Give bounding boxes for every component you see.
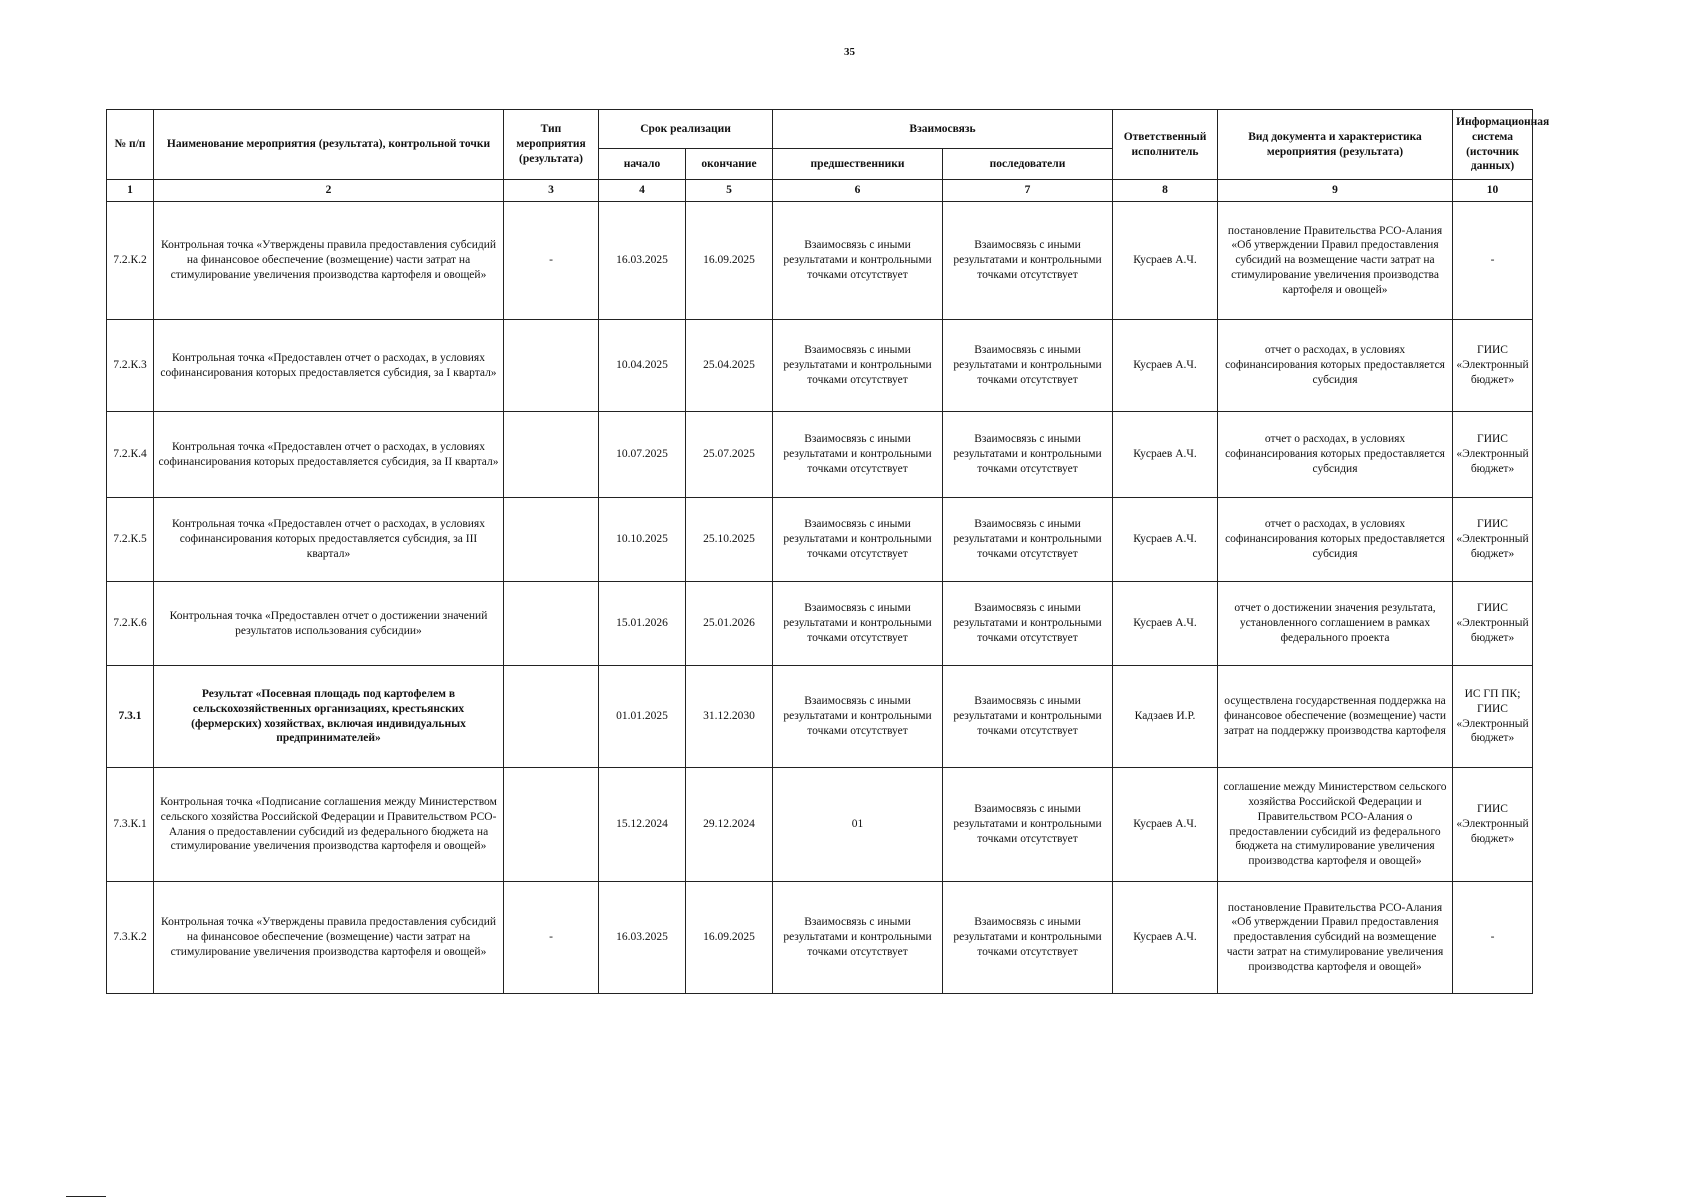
row-end-date: 25.07.2025 (686, 412, 773, 498)
row-start-date: 16.03.2025 (599, 882, 686, 994)
footnote-rule (66, 1196, 106, 1197)
row-info-system: ИС ГП ПК; ГИИС «Электронный бюджет» (1453, 666, 1533, 768)
row-responsible: Кусраев А.Ч. (1113, 882, 1218, 994)
row-code: 7.3.К.2 (107, 882, 154, 994)
column-number: 6 (773, 180, 943, 202)
row-responsible: Кусраев А.Ч. (1113, 320, 1218, 412)
row-responsible: Кусраев А.Ч. (1113, 202, 1218, 320)
table-body (107, 202, 1533, 994)
row-predecessors: Взаимосвязь с иными результатами и контрольными точками отсутствует (773, 666, 943, 768)
table-row (107, 498, 1533, 582)
row-responsible: Кусраев А.Ч. (1113, 412, 1218, 498)
row-name: Контрольная точка «Предоставлен отчет о достижении значений результатов использования субсидии» (154, 582, 504, 666)
row-start-date: 10.07.2025 (599, 412, 686, 498)
row-responsible: Кадзаев И.Р. (1113, 666, 1218, 768)
row-successors: Взаимосвязь с иными результатами и контрольными точками отсутствует (943, 882, 1113, 994)
row-code: 7.2.К.4 (107, 412, 154, 498)
row-start-date: 10.10.2025 (599, 498, 686, 582)
row-predecessors: Взаимосвязь с иными результатами и контрольными точками отсутствует (773, 320, 943, 412)
column-number: 3 (504, 180, 599, 202)
header-doc: Вид документа и характеристика мероприятия (результата) (1218, 110, 1453, 180)
column-number: 2 (154, 180, 504, 202)
row-end-date: 16.09.2025 (686, 202, 773, 320)
row-responsible: Кусраев А.Ч. (1113, 768, 1218, 882)
row-code: 7.3.К.1 (107, 768, 154, 882)
header-period: Срок реализации (599, 110, 773, 149)
row-type (504, 666, 599, 768)
row-document: отчет о расходах, в условиях софинансирования которых предоставляется субсидия (1218, 412, 1453, 498)
column-number: 9 (1218, 180, 1453, 202)
table-row (107, 412, 1533, 498)
header-info: Информационная система (источник данных) (1453, 110, 1533, 180)
table-row (107, 768, 1533, 882)
column-number: 1 (107, 180, 154, 202)
row-code: 7.3.1 (107, 666, 154, 768)
activity-plan-table (106, 109, 1550, 994)
row-code: 7.2.К.6 (107, 582, 154, 666)
row-successors: Взаимосвязь с иными результатами и контрольными точками отсутствует (943, 666, 1113, 768)
column-number: 7 (943, 180, 1113, 202)
header-successors: последователи (943, 149, 1113, 180)
row-successors: Взаимосвязь с иными результатами и контрольными точками отсутствует (943, 582, 1113, 666)
row-start-date: 15.12.2024 (599, 768, 686, 882)
row-type (504, 498, 599, 582)
row-name: Контрольная точка «Подписание соглашения между Министерством сельского хозяйства Российской Федерации и Правительством РСО-Алания о предоставлении субсидий из федерального бюджета на стимулирование увеличения производства картофеля и овощей» (154, 768, 504, 882)
row-end-date: 25.10.2025 (686, 498, 773, 582)
table-row (107, 666, 1533, 768)
row-end-date: 25.01.2026 (686, 582, 773, 666)
row-predecessors: Взаимосвязь с иными результатами и контрольными точками отсутствует (773, 882, 943, 994)
row-name: Контрольная точка «Предоставлен отчет о расходах, в условиях софинансирования которых предоставляется субсидия, за II квартал» (154, 412, 504, 498)
row-end-date: 16.09.2025 (686, 882, 773, 994)
row-successors: Взаимосвязь с иными результатами и контрольными точками отсутствует (943, 412, 1113, 498)
row-predecessors: Взаимосвязь с иными результатами и контрольными точками отсутствует (773, 498, 943, 582)
row-info-system: ГИИС «Электронный бюджет» (1453, 582, 1533, 666)
row-responsible: Кусраев А.Ч. (1113, 582, 1218, 666)
table-row (107, 202, 1533, 320)
row-info-system: ГИИС «Электронный бюджет» (1453, 320, 1533, 412)
row-type (504, 412, 599, 498)
row-type: - (504, 882, 599, 994)
header-name: Наименование мероприятия (результата), контрольной точки (154, 110, 504, 180)
row-name: Контрольная точка «Утверждены правила предоставления субсидий на финансовое обеспечение (возмещение) части затрат на стимулирование увеличения производства картофеля и овощей» (154, 202, 504, 320)
row-info-system: ГИИС «Электронный бюджет» (1453, 768, 1533, 882)
row-info-system: ГИИС «Электронный бюджет» (1453, 412, 1533, 498)
row-predecessors: Взаимосвязь с иными результатами и контрольными точками отсутствует (773, 412, 943, 498)
row-document: отчет о расходах, в условиях софинансирования которых предоставляется субсидия (1218, 498, 1453, 582)
row-successors: Взаимосвязь с иными результатами и контрольными точками отсутствует (943, 768, 1113, 882)
row-start-date: 01.01.2025 (599, 666, 686, 768)
header-relation: Взаимосвязь (773, 110, 1113, 149)
row-predecessors: 01 (773, 768, 943, 882)
row-type (504, 768, 599, 882)
row-predecessors: Взаимосвязь с иными результатами и контрольными точками отсутствует (773, 202, 943, 320)
row-document: осуществлена государственная поддержка на финансовое обеспечение (возмещение) части затрат на поддержку производства картофеля (1218, 666, 1453, 768)
header-predecessors: предшественники (773, 149, 943, 180)
row-name: Результат «Посевная площадь под картофелем в сельскохозяйственных организациях, крестьянских (фермерских) хозяйствах, включая индивидуальных предпринимателей» (154, 666, 504, 768)
row-document: соглашение между Министерством сельского хозяйства Российской Федерации и Правительством РСО-Алания о предоставлении субсидий из федерального бюджета на стимулирование увеличения производства картофеля и овощей» (1218, 768, 1453, 882)
row-info-system: - (1453, 882, 1533, 994)
page-number: 35 (844, 46, 855, 58)
row-type (504, 320, 599, 412)
header-end: окончание (686, 149, 773, 180)
header-type: Тип мероприятия (результата) (504, 110, 599, 180)
row-end-date: 31.12.2030 (686, 666, 773, 768)
row-document: отчет о достижении значения результата, установленного соглашением в рамках федерального проекта (1218, 582, 1453, 666)
row-type: - (504, 202, 599, 320)
table-row (107, 882, 1533, 994)
row-successors: Взаимосвязь с иными результатами и контрольными точками отсутствует (943, 498, 1113, 582)
row-code: 7.2.К.2 (107, 202, 154, 320)
table-row (107, 582, 1533, 666)
column-number-row (107, 180, 1533, 202)
row-successors: Взаимосвязь с иными результатами и контрольными точками отсутствует (943, 202, 1113, 320)
row-code: 7.2.К.3 (107, 320, 154, 412)
table-row (107, 320, 1533, 412)
header-num: № п/п (107, 110, 154, 180)
row-info-system: - (1453, 202, 1533, 320)
row-type (504, 582, 599, 666)
row-end-date: 29.12.2024 (686, 768, 773, 882)
row-code: 7.2.К.5 (107, 498, 154, 582)
header-responsible: Ответственный исполнитель (1113, 110, 1218, 180)
column-number: 10 (1453, 180, 1533, 202)
row-document: отчет о расходах, в условиях софинансирования которых предоставляется субсидия (1218, 320, 1453, 412)
row-responsible: Кусраев А.Ч. (1113, 498, 1218, 582)
row-successors: Взаимосвязь с иными результатами и контрольными точками отсутствует (943, 320, 1113, 412)
row-document: постановление Правительства РСО-Алания «Об утверждении Правил предоставления предоставления субсидий на возмещение части затрат на стимулирование увеличения производства картофеля и овощей» (1218, 882, 1453, 994)
row-predecessors: Взаимосвязь с иными результатами и контрольными точками отсутствует (773, 582, 943, 666)
row-name: Контрольная точка «Предоставлен отчет о расходах, в условиях софинансирования которых предоставляется субсидия, за III квартал» (154, 498, 504, 582)
row-start-date: 16.03.2025 (599, 202, 686, 320)
row-document: постановление Правительства РСО-Алания «Об утверждении Правил предоставления субсидий на возмещение части затрат на стимулирование увеличения производства картофеля и овощей» (1218, 202, 1453, 320)
row-end-date: 25.04.2025 (686, 320, 773, 412)
row-name: Контрольная точка «Предоставлен отчет о расходах, в условиях софинансирования которых предоставляется субсидия, за I квартал» (154, 320, 504, 412)
row-info-system: ГИИС «Электронный бюджет» (1453, 498, 1533, 582)
row-start-date: 15.01.2026 (599, 582, 686, 666)
column-number: 4 (599, 180, 686, 202)
row-name: Контрольная точка «Утверждены правила предоставления субсидий на финансовое обеспечение (возмещение) части затрат на стимулирование увеличения производства картофеля и овощей» (154, 882, 504, 994)
column-number: 5 (686, 180, 773, 202)
header-start: начало (599, 149, 686, 180)
column-number: 8 (1113, 180, 1218, 202)
row-start-date: 10.04.2025 (599, 320, 686, 412)
